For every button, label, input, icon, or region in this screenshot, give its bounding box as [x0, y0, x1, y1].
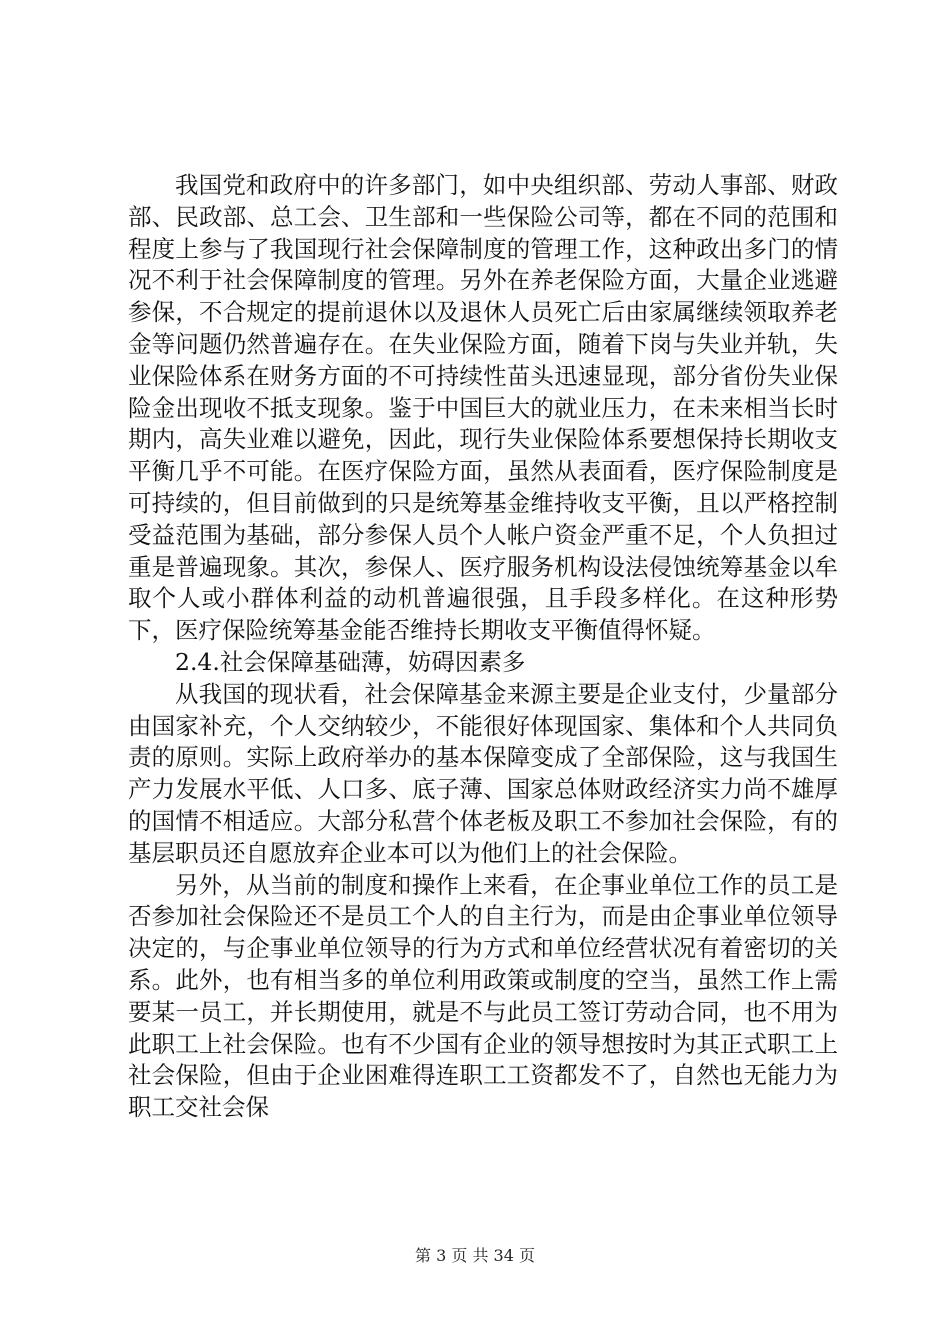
paragraph-fund-sources: 从我国的现状看，社会保障基金来源主要是企业支付，少量部分由国家补充，个人交纳较少，不能很好体现国家、集体和个人共同负责的原则。实际上政府举办的基本保障变成了全部保险，这与我国生产力发展水平低、人口多、底子薄、国家总体财政经济实力尚不雄厚的国情不相适应。大部分私营个体老板及职工不参加社会保险，有的基层职员还自愿放弃企业本可以为他们上的社会保险。 [128, 679, 838, 867]
paragraph-enterprise-practice: 另外，从当前的制度和操作上来看，在企事业单位工作的员工是否参加社会保险还不是员工个人的自主行为，而是由企事业单位领导决定的，与企事业单位领导的行为方式和单位经营状况有着密切的关系。此外，也有相当多的单位利用政策或制度的空当，虽然工作上需要某一员工，并长期使用，就是不与此员工签订劳动合同，也不用为此职工上社会保险。也有不少国有企业的领导想按时为其正式职工上社会保险，但由于企业困难得连职工工资都发不了，自然也无能力为职工交社会保 [128, 870, 838, 1122]
document-body [128, 170, 838, 1124]
page-number-footer: 第 3 页 共 34 页 [415, 1246, 535, 1265]
section-heading-2-4: 2.4.社会保障基础薄，妨碍因素多 [175, 647, 526, 676]
paragraph-management: 我国党和政府中的许多部门，如中央组织部、劳动人事部、财政部、民政部、总工会、卫生部和一些保险公司等，都在不同的范围和程度上参与了我国现行社会保障制度的管理工作，这种政出多门的情况不利于社会保障制度的管理。另外在养老保险方面，大量企业逃避参保，不合规定的提前退休以及退休人员死亡后由家属继续领取养老金等问题仍然普遍存在。在失业保险方面，随着下岗与失业并轨，失业保险体系在财务方面的不可持续性苗头迅速显现，部分省份失业保险金出现收不抵支现象。鉴于中国巨大的就业压力，在未来相当长时期内，高失业难以避免，因此，现行失业保险体系要想保持长期收支平衡几乎不可能。在医疗保险方面，虽然从表面看，医疗保险制度是可持续的，但目前做到的只是统筹基金维持收支平衡，且以严格控制受益范围为基础，部分参保人员个人帐户资金严重不足，个人负担过重是普遍现象。其次，参保人、医疗服务机构设法侵蚀统筹基金以牟取个人或小群体利益的动机普遍很强，且手段多样化。在这种形势下，医疗保险统筹基金能否维持长期收支平衡值得怀疑。 [128, 171, 838, 645]
